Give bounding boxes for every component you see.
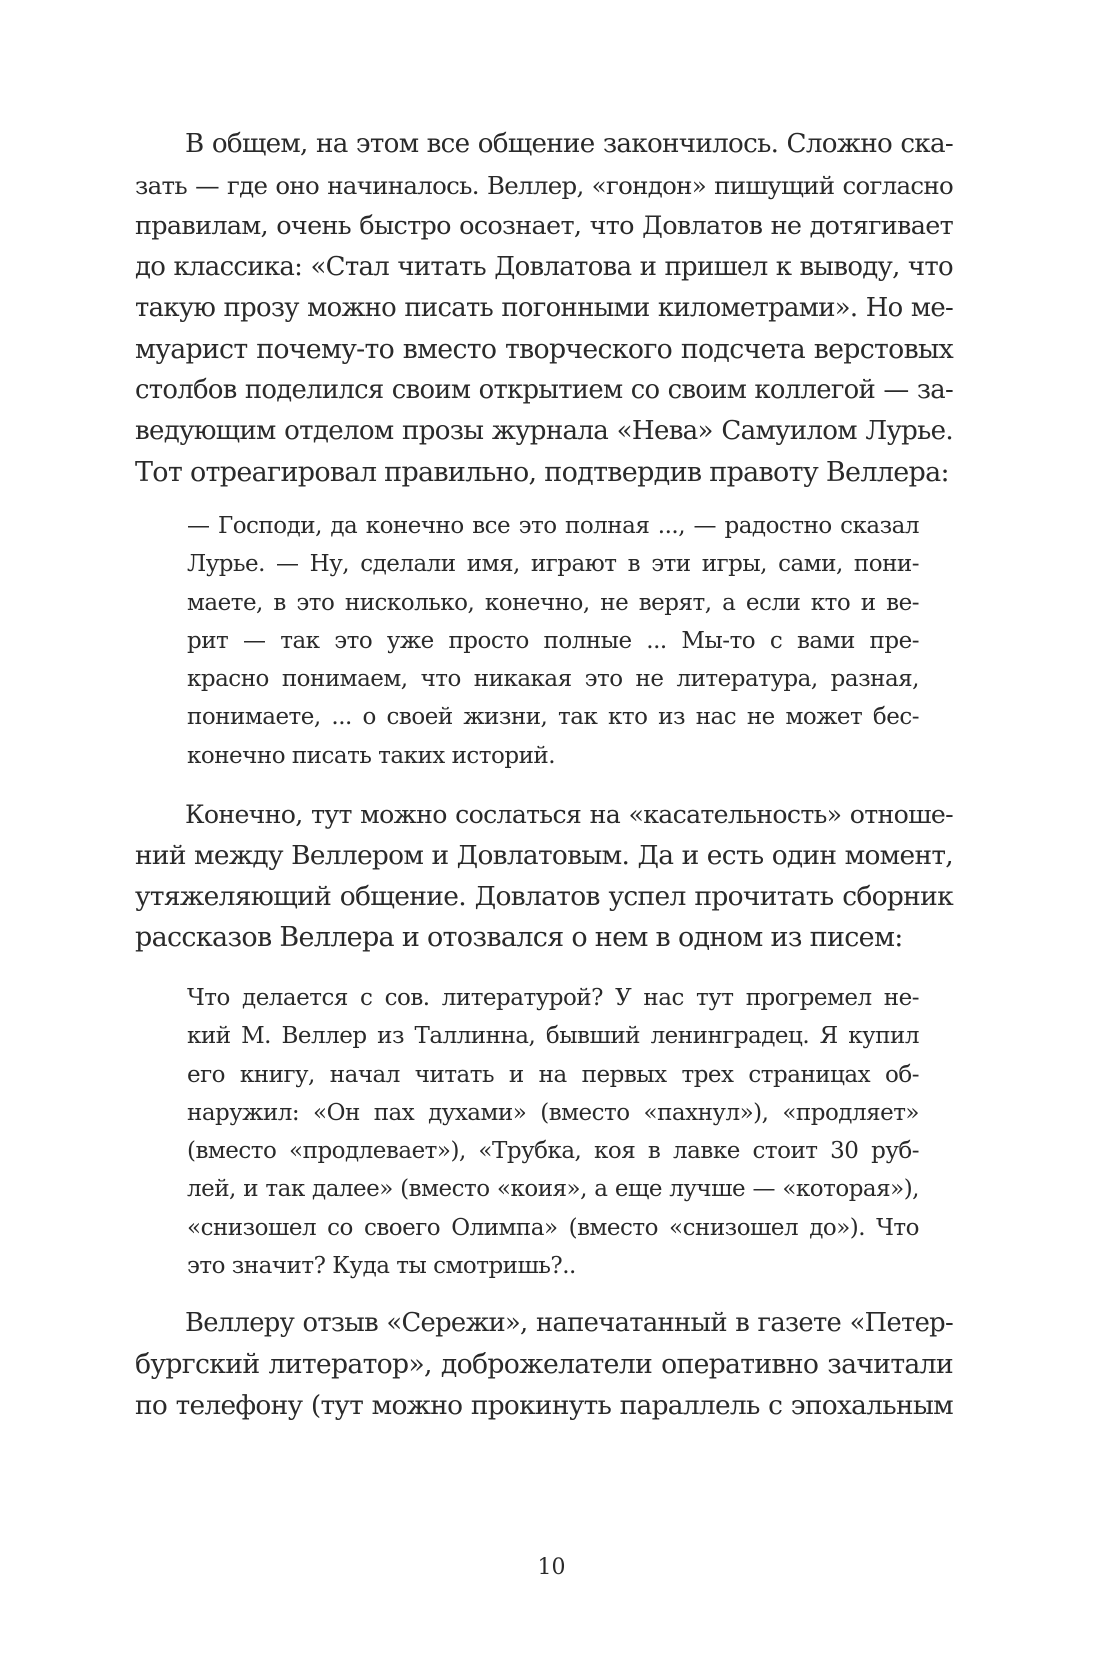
- paragraph-line: бургский литератор», доброжелатели оперативно зачитали: [135, 1349, 953, 1380]
- paragraph-line: утяжеляющий общение. Довлатов успел прочитать сборник: [135, 881, 953, 912]
- quote-line: «снизошел со своего Олимпа» (вместо «снизошел до»). Что: [187, 1214, 919, 1241]
- paragraph-line: Тот отреагировал правильно, подтвердив правоту Веллера:: [135, 457, 949, 488]
- paragraph-1: [135, 124, 953, 493]
- quote-line: — Господи, да конечно все это полная ..., — радостно сказал: [187, 513, 919, 539]
- page-number: 10: [537, 1555, 566, 1580]
- paragraph-line: столбов поделился своим открытием со своим коллегой — за-: [135, 375, 953, 405]
- quote-line: его книгу, начал читать и на первых трех страницах об-: [187, 1061, 919, 1088]
- quote-line: лей, и так далее» (вместо «коия», а еще лучше — «которая»),: [187, 1176, 919, 1203]
- paragraph-line: муарист почему-то вместо творческого подсчета верстовых: [135, 334, 953, 365]
- quote-line: маете, в это нисколько, конечно, не верят, а если кто и ве-: [187, 589, 919, 616]
- paragraph-line: по телефону (тут можно прокинуть параллель с эпохальным: [135, 1390, 953, 1421]
- paragraph-line: Конечно, тут можно сослаться на «касательность» отноше-: [185, 800, 953, 829]
- quote-1: [187, 507, 919, 775]
- quote-line: понимаете, ... о своей жизни, так кто из нас не может бес-: [187, 704, 919, 731]
- quote-line: Что делается с сов. литературой? У нас тут прогремел не-: [187, 985, 919, 1011]
- quote-2: [187, 979, 919, 1285]
- paragraph-line: такую прозу можно писать погонными километрами». Но ме-: [135, 293, 953, 323]
- paragraph-line: ведующим отделом прозы журнала «Нева» Самуилом Лурье.: [135, 416, 953, 446]
- paragraph-line: В общем, на этом все общение закончилось. Сложно ска-: [185, 129, 953, 159]
- paragraph-line: Веллеру отзыв «Сережи», напечатанный в газете «Петер-: [185, 1308, 953, 1338]
- quote-line: конечно писать таких историй.: [187, 742, 556, 769]
- quote-line: это значит? Куда ты смотришь?..: [187, 1253, 576, 1280]
- quote-line: Лурье. — Ну, сделали имя, играют в эти игры, сами, пони-: [187, 551, 919, 578]
- quote-line: красно понимаем, что никакая это не литература, разная,: [187, 666, 919, 693]
- paragraph-line: до классика: «Стал читать Довлатова и пришел к выводу, что: [135, 252, 953, 282]
- paragraph-3: [135, 1303, 953, 1426]
- paragraph-line: зать — где оно начиналось. Веллер, «гондон» пишущий согласно: [135, 171, 953, 200]
- quote-line: кий М. Веллер из Таллинна, бывший ленинградец. Я купил: [187, 1023, 919, 1050]
- paragraph-line: рассказов Веллера и отозвался о нем в одном из писем:: [135, 922, 903, 953]
- paragraph-line: ний между Веллером и Довлатовым. Да и есть один момент,: [135, 840, 953, 871]
- paragraph-2: [135, 794, 953, 958]
- paragraph-line: правилам, очень быстро осознает, что Довлатов не дотягивает: [135, 211, 953, 241]
- quote-line: наружил: «Он пах духами» (вместо «пахнул»), «продляет»: [187, 1099, 919, 1126]
- quote-line: рит — так это уже просто полные ... Мы-то с вами пре-: [187, 627, 919, 654]
- quote-line: (вместо «продлевает»), «Трубка, коя в лавке стоит 30 руб-: [187, 1138, 919, 1165]
